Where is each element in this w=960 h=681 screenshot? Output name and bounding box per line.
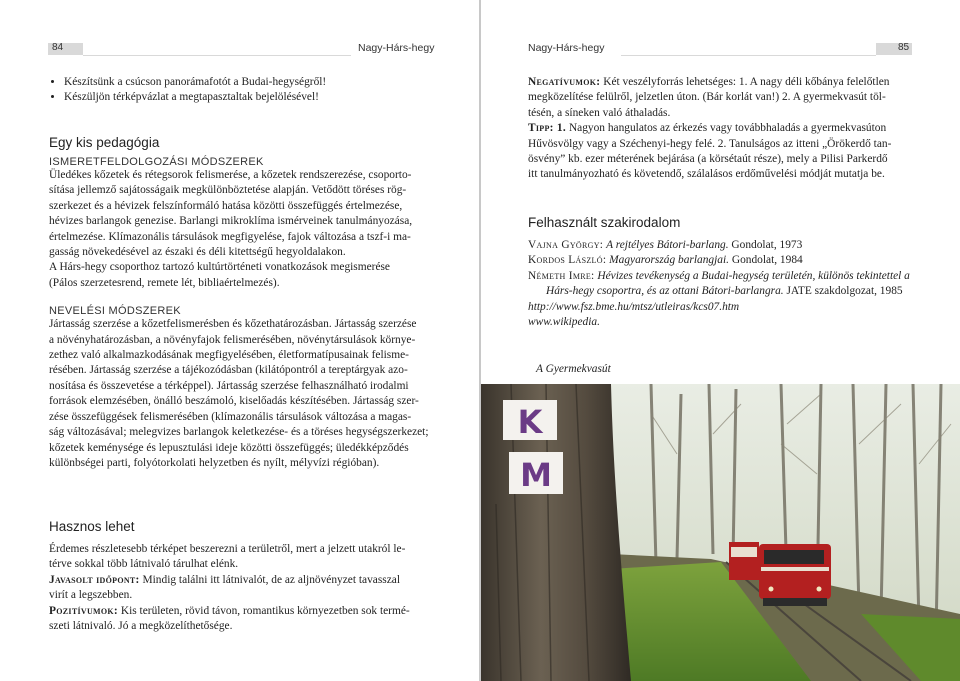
bullet-item: • Készítsünk a csúcson panorámafotót a Budai-hegységről! [64, 75, 436, 90]
reference-title: A rejtélyes Bátori-barlang. [606, 239, 729, 251]
subsection-heading: NEVELÉSI MÓDSZEREK [49, 305, 181, 318]
bullet-list [46, 75, 436, 106]
page-number: 85 [898, 42, 910, 53]
body-line: szeti látnivaló. Jó a megközelíthetősége. [49, 620, 233, 633]
body-line: szerkezet és a hévizek felszínformáló hatása közötti összefüggés értelmezése, [49, 199, 403, 212]
body-line: Két veszélyforrás lehetséges: 1. A nagy déli kőbánya felelőtlen [603, 76, 890, 88]
body-line: zethez való alkalmazkodásának megfigyelésében, életformatípusainak felisme- [49, 349, 409, 362]
subsection-body [49, 168, 449, 291]
section-title: Hasznos lehet [49, 519, 135, 534]
body-line: értelmezése. Klímazonális társulások megfigyelése, fajok változása a tszf-i ma- [49, 230, 411, 243]
time-label: Javasolt időpont: [49, 573, 140, 586]
literature-section [528, 215, 933, 330]
notes-section [528, 75, 933, 183]
tips-label: Tipp: 1. [528, 122, 567, 135]
time-paragraph [49, 573, 449, 588]
body-line: Kis területen, rövid távon, romantikus környezetben sok termé- [120, 604, 410, 617]
left-header-line [83, 55, 351, 56]
body-line: különbségei parti, folyótorkolati helyzetben és nyílt, mélyvízi régióban). [49, 456, 380, 469]
photo-illustration [481, 384, 960, 681]
link-text[interactable]: http://www.fsz.bme.hu/mtsz/utleiras/kcs07.htm [528, 300, 740, 313]
trail-mark-k [503, 400, 557, 441]
body-line: Jártasság szerzése a kőzetfelismerésben és kőzethatározásban. Jártasság szerzése [49, 318, 417, 331]
reference-title: Magyarország barlangjai. [609, 254, 729, 267]
trail-mark-letter: M [520, 456, 552, 494]
negatives-label: Negatívumok: [528, 76, 601, 88]
reference-publisher: Gondolat, 1984 [731, 254, 803, 267]
body-line: gasság növekedésével az északi és déli kitettségű hegyoldalakon. [49, 246, 346, 259]
reference-author: Kordos László: [528, 254, 607, 267]
bullet-item: • Készüljön térképvázlat a megtapasztaltak bejelölésével! [64, 90, 436, 105]
body-line: virít a legszebben. [49, 589, 133, 602]
body-line: a növényhatározásban, a növényfajok felismerésében, növénytársulások környe- [49, 333, 416, 346]
body-line: ság változásával; melegvizes barlangok keletkezése- és a töréses hegységszerkezet; [49, 426, 429, 439]
section-title: Egy kis pedagógia [49, 135, 160, 150]
body-line: itt tanulmányozható és követendő, szálalásos erdőművelési módját mutatja be. [528, 168, 885, 181]
body-line: ösvény” kb. ezer méterének bejárása (a körsétaút része), mely a Pilisi Parkerdő [528, 153, 888, 166]
subsection-body [49, 317, 449, 471]
body-line: Üledékes kőzetek és rétegsorok felismerése, a kőzetek rendszerezése, csoporto- [49, 169, 412, 181]
tips-paragraph [528, 121, 933, 136]
reference-list [528, 238, 933, 330]
subsection-heading: ISMERETFELDOLGOZÁSI MÓDSZEREK [49, 156, 264, 168]
body-line: térve sokkal több látnivaló tárulhat elénk. [49, 558, 239, 571]
body-line: Hűvösvölgy vagy a Széchenyi-hegy felé. 2. Tanulságos az itteni „Örökerdő tan- [528, 137, 892, 150]
reference-item [528, 269, 933, 300]
left-header [0, 41, 479, 57]
positives-paragraph [49, 604, 449, 619]
left-page [0, 0, 479, 681]
trail-mark-letter: K [517, 403, 543, 441]
page-number: 84 [52, 42, 64, 53]
forest-train-photo [481, 384, 960, 681]
body-line: hévizes barlangok genezise. Barlangi mikroklíma ismérveinek tanulmányozása, [49, 215, 413, 228]
pedagogy-section [49, 135, 449, 471]
reference-title: Hévizes tevékenység a Budai-hegység területén, különös tekintettel a Hárs-hegy csoportra, és az ottani Bátori-barlangra. [546, 269, 910, 298]
reference-author: Németh Imre: [528, 269, 595, 282]
running-head: Nagy-Hárs-hegy [358, 42, 435, 54]
reference-publisher: Gondolat, 1973 [731, 239, 803, 251]
useful-body [49, 542, 449, 634]
useful-section [49, 519, 449, 634]
reference-author: Vajna György: [528, 239, 604, 251]
reference-item [528, 238, 933, 253]
body-line: források elemzésében, önálló beszámoló, kiselőadás készítésében. Jártasság szer- [49, 395, 419, 408]
positives-label: Pozitívumok: [49, 604, 119, 617]
body-line: (Pálos szerzetesrend, remete lét, bibliaértelmezés). [49, 276, 280, 289]
body-line: sítása jellemző sajátosságaik megkülönböztetése alapján. Vetődött töréses rög- [49, 184, 407, 197]
right-header [481, 41, 960, 57]
body-line: zése összefüggések felismerésében (klímazonális társulások változása a magas- [49, 410, 412, 423]
trail-mark-m [509, 452, 563, 494]
body-line: kőzetek keménysége és lepusztulási ideje közötti összefüggés; üledékképződés [49, 441, 409, 454]
body-line: A Hárs-hegy csoporthoz tartozó kultúrtörténeti vonatkozások megismerése [49, 261, 390, 274]
reference-item [528, 253, 933, 268]
body-line: résében. Jártasság szerzése a tájékozódásban (kilátópontról a tereptárgyak azo- [49, 364, 408, 377]
body-line: megközelítése felülről, jelzetlen úton. (Bár korlát van!) 2. A gyermekvasút töl- [528, 91, 886, 104]
link-text[interactable]: www.wikipedia. [528, 316, 600, 329]
reference-publisher: JATE szakdolgozat, 1985 [786, 285, 903, 298]
photo-caption: A Gyermekvasút [536, 363, 611, 375]
reference-link[interactable] [528, 315, 933, 330]
reference-link[interactable] [528, 300, 933, 315]
body-line: Nagyon hangulatos az érkezés vagy továbbhaladás a gyermekvasúton [568, 122, 887, 135]
negatives-paragraph [528, 75, 933, 90]
body-line: Érdemes részletesebb térképet beszerezni a területről, mert a jelzett utakról le- [49, 543, 406, 555]
body-line: nosítása és összevetése a térképpel). Jártasság szerzése felhasználható irodalmi [49, 379, 409, 392]
body-line: Mindig találni itt látnivalót, de az aljnövényzet tavasszal [142, 573, 400, 586]
right-header-line [621, 55, 876, 56]
section-title: Felhasznált szakirodalom [528, 215, 681, 230]
body-line: tésén, a síneken való áthaladás. [528, 106, 671, 119]
running-head: Nagy-Hárs-hegy [528, 42, 605, 54]
